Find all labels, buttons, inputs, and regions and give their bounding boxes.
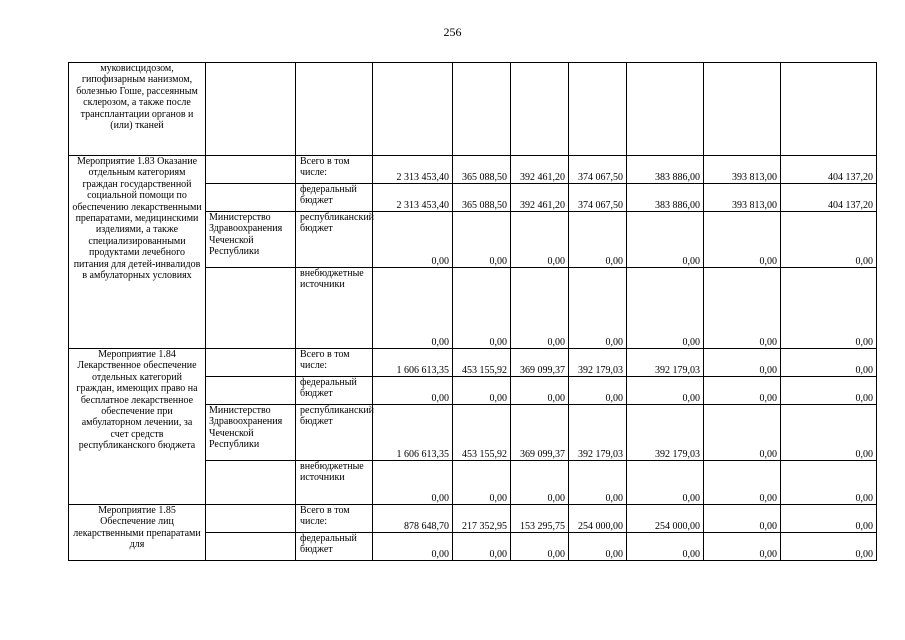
- amount-cell: 0,00: [627, 461, 704, 505]
- amount-cell: 393 813,00: [704, 156, 781, 184]
- amount-cell: 0,00: [704, 505, 781, 533]
- amount-cell: 392 179,03: [569, 349, 627, 377]
- amount-cell: 0,00: [781, 461, 877, 505]
- empty-cell: [781, 63, 877, 156]
- amount-cell: 0,00: [373, 377, 453, 405]
- amount-cell: 0,00: [704, 405, 781, 461]
- amount-cell: 0,00: [627, 533, 704, 561]
- amount-cell: 0,00: [781, 268, 877, 349]
- amount-cell: 0,00: [704, 349, 781, 377]
- amount-cell: 0,00: [704, 212, 781, 268]
- amount-cell: 0,00: [453, 377, 511, 405]
- amount-cell: 0,00: [569, 212, 627, 268]
- amount-cell: 0,00: [781, 377, 877, 405]
- empty-cell: [511, 63, 569, 156]
- amount-cell: 0,00: [627, 377, 704, 405]
- amount-cell: 0,00: [453, 461, 511, 505]
- amount-cell: 0,00: [453, 212, 511, 268]
- amount-cell: 0,00: [569, 533, 627, 561]
- amount-cell: 392 179,03: [569, 405, 627, 461]
- empty-cell: [569, 63, 627, 156]
- amount-cell: 392 461,20: [511, 156, 569, 184]
- table-row: [69, 349, 877, 377]
- amount-cell: 217 352,95: [453, 505, 511, 533]
- amount-cell: 0,00: [704, 533, 781, 561]
- amount-cell: 0,00: [781, 533, 877, 561]
- amount-cell: 453 155,92: [453, 405, 511, 461]
- executor-cell: [206, 505, 296, 533]
- amount-cell: 404 137,20: [781, 184, 877, 212]
- amount-cell: 0,00: [704, 377, 781, 405]
- amount-cell: 453 155,92: [453, 349, 511, 377]
- table-row: [69, 63, 877, 156]
- empty-cell: [627, 63, 704, 156]
- amount-cell: 0,00: [511, 377, 569, 405]
- empty-cell: [453, 63, 511, 156]
- amount-cell: 0,00: [781, 212, 877, 268]
- amount-cell: 392 179,03: [627, 349, 704, 377]
- amount-cell: 254 000,00: [569, 505, 627, 533]
- amount-cell: 0,00: [781, 505, 877, 533]
- executor-cell: Министерство Здравоохранения Чеченской Республики: [206, 405, 296, 461]
- measure-description: Мероприятие 1.84 Лекарственное обеспечение отдельных категорий граждан, имеющих право на бесплатное лекарственное обеспечение при амбулаторном лечении, за счет средств республиканского бюджета: [69, 349, 206, 505]
- funding-source-label: Всего в том числе:: [296, 349, 373, 377]
- empty-cell: [296, 63, 373, 156]
- amount-cell: 392 461,20: [511, 184, 569, 212]
- amount-cell: 0,00: [373, 533, 453, 561]
- amount-cell: 374 067,50: [569, 156, 627, 184]
- funding-source-label: федеральный бюджет: [296, 533, 373, 561]
- amount-cell: 0,00: [704, 268, 781, 349]
- amount-cell: 0,00: [627, 212, 704, 268]
- amount-cell: 383 886,00: [627, 184, 704, 212]
- measure-description: Мероприятие 1.85 Обеспечение лиц лекарственными препаратами для: [69, 505, 206, 561]
- executor-cell: [206, 156, 296, 184]
- funding-source-label: республиканский бюджет: [296, 405, 373, 461]
- measure-description: Мероприятие 1.83 Оказание отдельным категориям граждан государственной социальной помощи по обеспечению лекарственными препаратами, медицинскими изделиями, а также специализированными продуктами лечебного питания для детей-инвалидов в амбулаторных условиях: [69, 156, 206, 349]
- amount-cell: 404 137,20: [781, 156, 877, 184]
- amount-cell: 878 648,70: [373, 505, 453, 533]
- executor-cell: [206, 268, 296, 349]
- funding-source-label: Всего в том числе:: [296, 156, 373, 184]
- amount-cell: 153 295,75: [511, 505, 569, 533]
- amount-cell: 0,00: [453, 533, 511, 561]
- amount-cell: 0,00: [373, 461, 453, 505]
- amount-cell: 369 099,37: [511, 349, 569, 377]
- amount-cell: 1 606 613,35: [373, 349, 453, 377]
- funding-source-label: Всего в том числе:: [296, 505, 373, 533]
- executor-cell: Министерство Здравоохранения Чеченской Республики: [206, 212, 296, 268]
- amount-cell: 2 313 453,40: [373, 184, 453, 212]
- table-row: [69, 156, 877, 184]
- funding-source-label: республиканский бюджет: [296, 212, 373, 268]
- amount-cell: 365 088,50: [453, 184, 511, 212]
- executor-cell: [206, 349, 296, 377]
- budget-table: [68, 62, 877, 561]
- amount-cell: 0,00: [569, 461, 627, 505]
- amount-cell: 0,00: [627, 268, 704, 349]
- amount-cell: 383 886,00: [627, 156, 704, 184]
- amount-cell: 0,00: [373, 268, 453, 349]
- amount-cell: 0,00: [569, 377, 627, 405]
- amount-cell: 0,00: [511, 268, 569, 349]
- funding-source-label: федеральный бюджет: [296, 184, 373, 212]
- amount-cell: 392 179,03: [627, 405, 704, 461]
- empty-cell: [704, 63, 781, 156]
- amount-cell: 254 000,00: [627, 505, 704, 533]
- amount-cell: 0,00: [781, 405, 877, 461]
- executor-cell: [206, 533, 296, 561]
- amount-cell: 0,00: [511, 212, 569, 268]
- funding-source-label: внебюджетные источники: [296, 268, 373, 349]
- empty-cell: [206, 63, 296, 156]
- page-number: 256: [443, 25, 462, 39]
- executor-cell: [206, 184, 296, 212]
- funding-source-label: внебюджетные источники: [296, 461, 373, 505]
- amount-cell: 0,00: [511, 461, 569, 505]
- amount-cell: 393 813,00: [704, 184, 781, 212]
- amount-cell: 2 313 453,40: [373, 156, 453, 184]
- amount-cell: 365 088,50: [453, 156, 511, 184]
- amount-cell: 0,00: [373, 212, 453, 268]
- amount-cell: 1 606 613,35: [373, 405, 453, 461]
- executor-cell: [206, 461, 296, 505]
- amount-cell: 0,00: [569, 268, 627, 349]
- funding-source-label: федеральный бюджет: [296, 377, 373, 405]
- amount-cell: 0,00: [704, 461, 781, 505]
- executor-cell: [206, 377, 296, 405]
- empty-cell: [373, 63, 453, 156]
- amount-cell: 374 067,50: [569, 184, 627, 212]
- amount-cell: 369 099,37: [511, 405, 569, 461]
- table-row: [69, 505, 877, 533]
- amount-cell: 0,00: [453, 268, 511, 349]
- amount-cell: 0,00: [781, 349, 877, 377]
- amount-cell: 0,00: [511, 533, 569, 561]
- measure-description: муковисцидозом, гипофизарным нанизмом, болезнью Гоше, рассеянным склерозом, а также после трансплантации органов и (или) тканей: [69, 63, 206, 156]
